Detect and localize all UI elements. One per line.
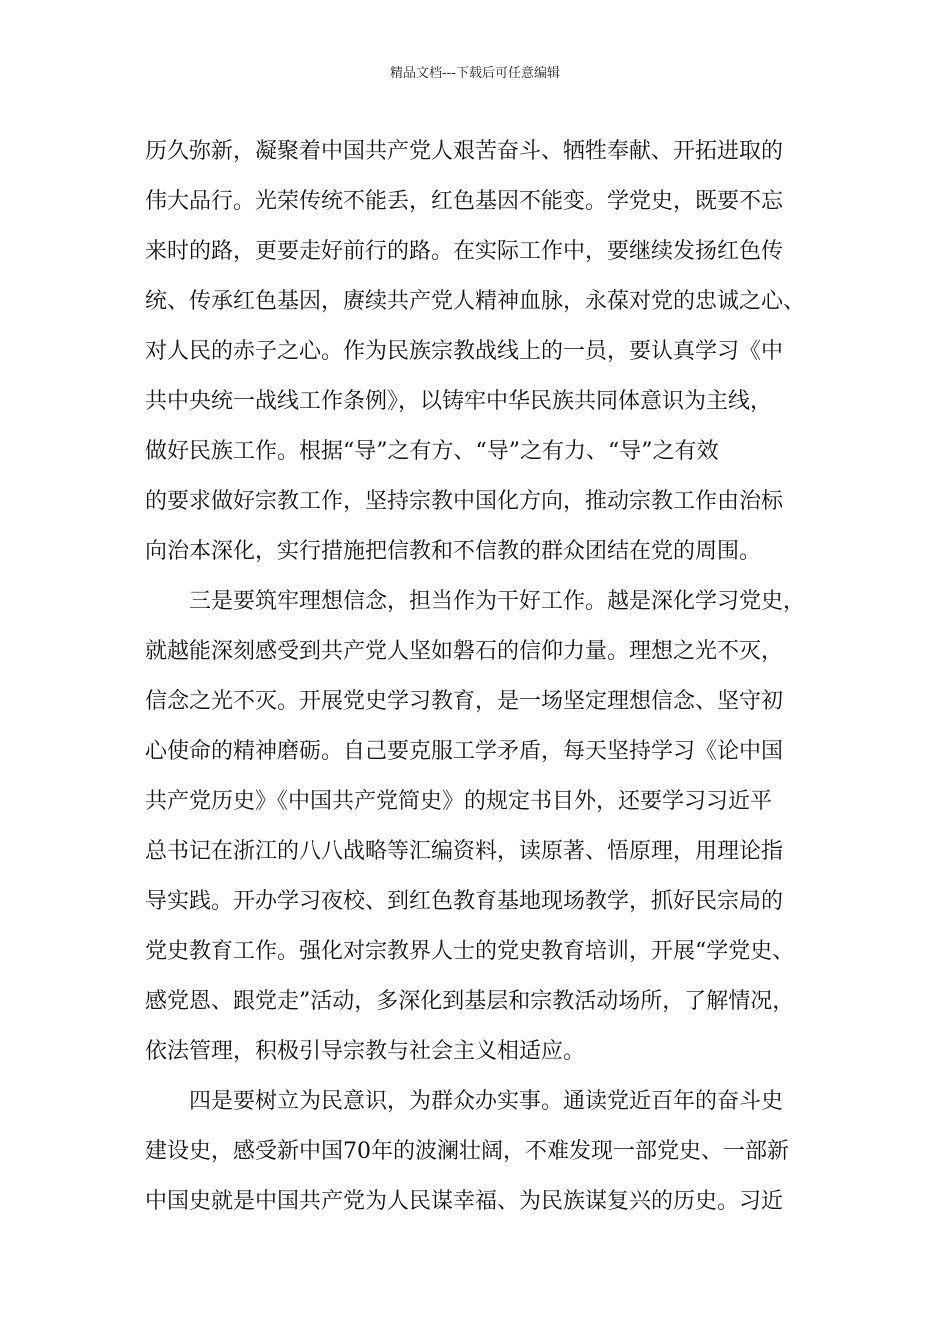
text-line: 就越能深刻感受到共产党人坚如磐石的信仰力量。理想之光不灭， (145, 639, 784, 664)
text-line: 向治本深化，实行措施把信教和不信教的群众团结在党的周围。 (145, 539, 762, 564)
text-line: 做好民族工作。根据“导”之有方、“导”之有力、“导”之有效 (145, 439, 719, 464)
text-line: 的要求做好宗教工作，坚持宗教中国化方向，推动宗教工作由治标 (145, 489, 784, 514)
text-line: 统、传承红色基因，赓续共产党人精神血脉，永葆对党的忠诚之心、 (145, 289, 806, 314)
text-line: 伟大品行。光荣传统不能丢，红色基因不能变。学党史，既要不忘 (145, 189, 784, 214)
text-line: 感党恩、跟党走”活动，多深化到基层和宗教活动场所，了解情况， (145, 989, 795, 1014)
text-line: 依法管理，积极引导宗教与社会主义相适应。 (145, 1039, 586, 1064)
text-line: 总书记在浙江的八八战略等汇编资料，读原著、悟原理，用理论指 (145, 839, 784, 864)
text-line: 信念之光不灭。开展党史学习教育，是一场坚定理想信念、坚守初 (145, 689, 784, 714)
text-line: 共产党历史》《中国共产党简史》的规定书目外，还要学习习近平 (145, 789, 773, 814)
text-line: 对人民的赤子之心。作为民族宗教战线上的一员，要认真学习《中 (145, 339, 784, 364)
document-body (145, 127, 835, 1227)
paragraph-start-line: 三是要筑牢理想信念，担当作为干好工作。越是深化学习党史， (145, 589, 806, 614)
page-header: 精品文档---下载后可任意编辑 (389, 66, 561, 81)
text-line: 党史教育工作。强化对宗教界人士的党史教育培训，开展“学党史、 (145, 939, 795, 964)
text-line: 心使命的精神磨砺。自己要克服工学矛盾，每天坚持学习《论中国 (145, 739, 784, 764)
text-line: 历久弥新，凝聚着中国共产党人艰苦奋斗、牺牲奉献、开拓进取的 (145, 139, 784, 164)
text-line: 来时的路，更要走好前行的路。在实际工作中，要继续发扬红色传 (145, 239, 784, 264)
text-line: 建设史，感受新中国70年的波澜壮阔，不难发现一部党史、一部新 (145, 1139, 789, 1164)
text-line: 中国史就是中国共产党为人民谋幸福、为民族谋复兴的历史。习近 (145, 1189, 784, 1214)
paragraph-start-line: 四是要树立为民意识，为群众办实事。通读党近百年的奋斗史 (145, 1089, 784, 1114)
text-line: 共中央统一战线工作条例》，以铸牢中华民族共同体意识为主线， (145, 389, 773, 414)
text-line: 导实践。开办学习夜校、到红色教育基地现场教学，抓好民宗局的 (145, 889, 784, 914)
